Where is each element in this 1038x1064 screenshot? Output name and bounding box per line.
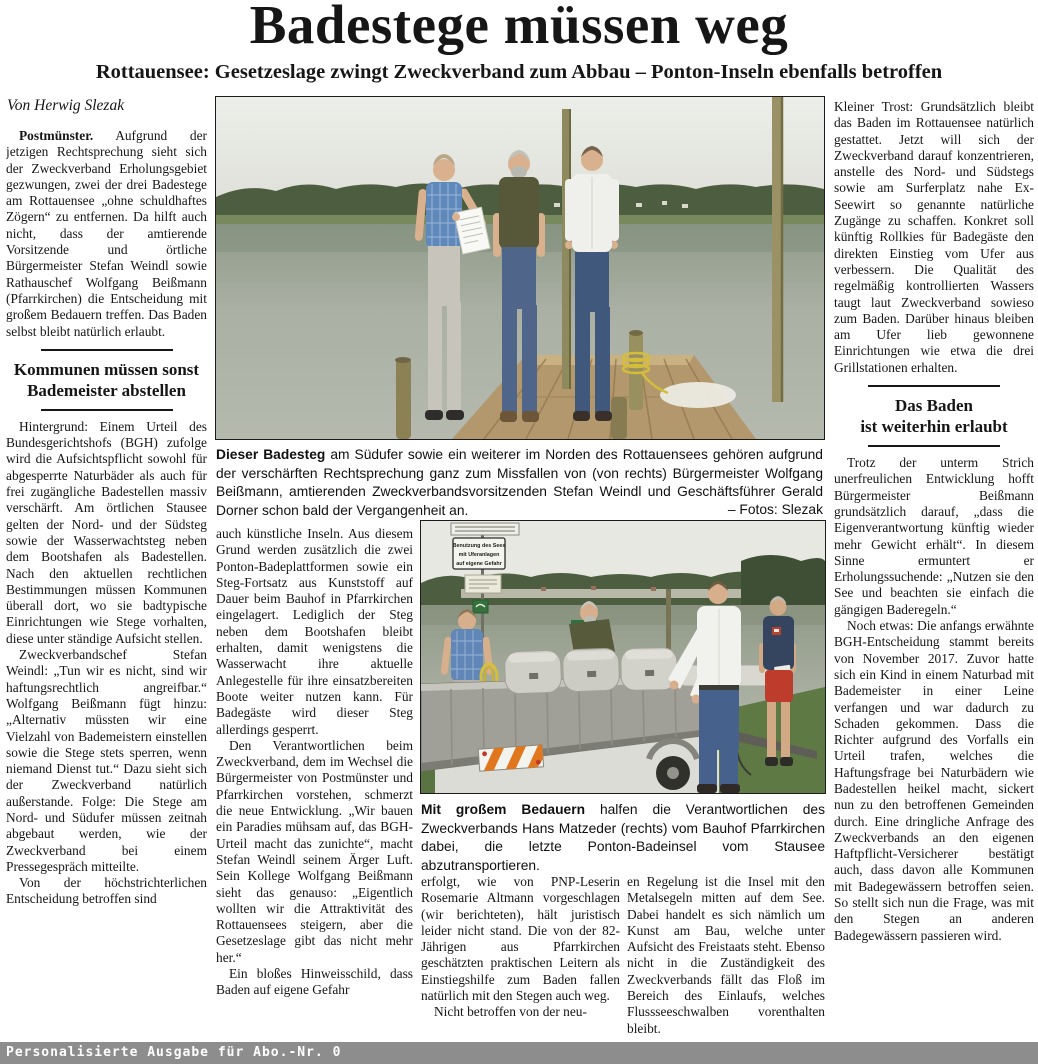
- section-rule: [868, 385, 1000, 387]
- paragraph: erfolgt, wie von PNP-Leserin Rosemarie Altmann vorgeschlagen (wir berichteten), hält juristisch leider nicht stand. Die von der 82-Jährigen aus Pfarrkirchen geschätzten praktischen Leitern als Einstiegshilfe zum Baden fallen natürlich mit den Stegen auch weg.: [421, 874, 620, 1004]
- wrapped-pontoon: [660, 382, 736, 408]
- hazard-stripes: [478, 745, 543, 771]
- column-5: [834, 99, 1034, 1039]
- column-3: [421, 874, 620, 1040]
- photo2-caption: [421, 801, 825, 875]
- photo-credit: – Fotos: Slezak: [727, 501, 823, 517]
- caption-lead: Mit großem Bedauern: [421, 802, 586, 817]
- dateline: Postmünster.: [19, 128, 94, 143]
- article-headline: Badestege müssen weg: [249, 0, 789, 55]
- caption-lead: Dieser Badesteg: [216, 447, 326, 462]
- caption-text: am Südufer sowie ein weiterer im Norden des Rottauensees gehören aufgrund der verschärften Rechtsprechung ganz zum Missfallen von (von rechts) Bürgermeister Wolfgang Beißmann, amtierenden Zweckverbandsvorsitzenden Stefan Weindl und Geschäftsführer Gerald Dorner schon bald der Vergangenheit an.: [216, 447, 823, 518]
- section-heading: [834, 395, 1034, 437]
- section-rule: [41, 349, 173, 351]
- section-heading-line: Das Baden: [895, 396, 973, 416]
- paragraph: auch künstliche Inseln. Aus diesem Grund werden zusätzlich die zwei Ponton-Badeplattformen sowie ein Steg-Fortsatz aus Kunststoff auf Dauer beim Bauhof in Pfarrkirchen eingelagert. Lediglich der Steg neben dem Bootshafen bleibt erhalten, damit wenigstens die Wasserwacht ihre aktuelle Anlegestelle für ihre einsatzbereiten Boote weiter nutzen kann. Für Badegäste wird dieser Steg allerdings gesperrt.: [216, 526, 413, 737]
- section-rule: [868, 445, 1000, 447]
- sign-line-3: auf eigene Gefahr: [456, 561, 502, 567]
- paragraph: Kleiner Trost: Grundsätzlich bleibt das Baden im Rottauensee natürlich gestattet. Jetzt will sich der Zweckverband darauf konzentrieren, anstelle des Nord- und Südstegs sowie am Surferplatz nahe Ex-Seewirt so genannte natürliche Zugänge zu schaffen. Konkret soll künftig Rollkies für Badegäste den direkten Einstieg vom Ufer aus verbessern. Die Qualität des regelmäßig kontrollierten Wassers taugt laut Zweckverband sowieso zum Baden. Darüber hinaus bleiben am Ufer lieb gewonnene Einrichtungen wie etwa die drei Grillstationen erhalten.: [834, 99, 1034, 375]
- caption-text: halfen die Verantwortlichen des Zweckverbands Hans Matzeder (rechts) vom Bauhof Pfarrkirchen dabei, die letzte Ponton-Badeinsel vom Stausee abzutransportieren.: [421, 802, 825, 873]
- paragraph: [6, 128, 207, 340]
- paragraph: Den Verantwortlichen beim Zweckverband, dem im Wechsel die Bürgermeister von Postmünster und Pfarrkirchen vorstehen, schmerzt die neue Entwicklung. „Wir bauen ein Paradies mühsam auf, das BGH-Urteil macht das zunichte“, macht Stefan Weindl seinem Ärger Luft. Sein Kollege Wolfgang Beißmann sieht das genauso: „Eigentlich wollten wir die Attraktivität des Rottauensees steigern, aber die Gesetzeslage gibt das nicht mehr her.“: [216, 737, 413, 965]
- paragraph: Trotz der unterm Strich unerfreulichen Entwicklung hofft Bürgermeister Beißmann grundsätzlich darauf, „dass die Eigenverantwortung künftig wieder mehr Gewicht erhält“. In diesem Sinne ermuntert er Erholungssuchende: „Nutzen sie den See und beachten sie einfach die gängigen Baderegeln.“: [834, 455, 1034, 617]
- green-sign: [473, 600, 488, 613]
- paragraph: Von der höchstrichterlichen Entscheidung betroffen sind: [6, 875, 207, 907]
- byline: Von Herwig Slezak: [7, 97, 125, 114]
- paragraph-text: Aufgrund der jetzigen Rechtsprechung sieht sich der Zweckverband Erholungsgebiet gezwungen, zwei der drei Badestege am Rottauensee „ohne schuldhaftes Zögern“ zu entfernen. Da hilft auch nicht, dass der amtierende Vorsitzende und örtliche Bürgermeister Stefan Weindl sowie Rathauschef Wolfgang Beißmann (Pfarrkirchen) die Entscheidung mit großem Bedauern treffen. Das Baden selbst bleibt natürlich erlaubt.: [6, 128, 207, 339]
- paragraph: Nicht betroffen von der neu-: [434, 1004, 587, 1020]
- section-heading-block: [834, 385, 1034, 447]
- paragraph: Ein bloßes Hinweisschild, dass Baden auf eigene Gefahr: [216, 966, 413, 998]
- footer-text: Personalisierte Ausgabe für Abo.-Nr. 0: [6, 1045, 342, 1060]
- photo1-caption: [216, 446, 823, 520]
- paragraph: Zweckverbandschef Stefan Weindl: „Tun wir es nicht, sind wir haftungsrechtlich angreifbar.“ Wolfgang Beißmann fügt hinzu: „Alternativ müssten wir eine Vielzahl von Bademeistern einstellen sowie die Stege stets sperren, wenn niemand Dienst tut.“ Dazu sieht sich der Zweckverband natürlich außerstande. Folge: Die Stege am Nord- und Südufer müssen zeitnah abgebaut werden, wie der Zweckverband bei einem Pressegespräch mitteilte.: [6, 647, 207, 874]
- paragraph: Noch etwas: Die anfangs erwähnte BGH-Entscheidung stammt bereits von November 2017. Zuvor hatte sich ein Kind in einem Naturbad mit Bademeister in einer Leine verfangen und war dadurch zu Schaden gekommen. Dass die Richter aufgrund des Vorfalls ein Urteil trafen, welches die Haftungsfrage bei Naturbädern wie Badestellen heikel macht, sickert nun zu den betroffenen Gemeinden durch. Eine dringliche Anfrage des Zweckverbands an den eigenen Haftpflicht-Versicherer bestätigt auch, dass davon alle Kommunen mit Badegewässern betroffen seien. So stellt sich nun die Frage, was mit den Stegen an anderen Badegewässern passieren wird.: [834, 618, 1034, 943]
- sign-line-1: Benutzung des Sees: [452, 543, 506, 549]
- section-heading-line: ist weiterhin erlaubt: [860, 417, 1008, 437]
- paragraph: Hintergrund: Einem Urteil des Bundesgerichtshofs (BGH) zufolge wird die Aufsichtspflicht sowohl für abgesperrte Naturbäder als auch für frei zugängliche Badestellen massiv verschärft. Am örtlichen Stausee gelten der Nord- und der Südsteg sowie der Wasserwachtsteg neben dem Bootshafen als Badestellen. Nach den aktuellen rechtlichen Bestimmungen müssen Kommunen überall dort, wo sie badtypische Einrichtungen wie Stege vorhalten, diese unter ständige Aufsicht stellen.: [6, 418, 207, 646]
- water-pole: [666, 589, 671, 651]
- column-4: [627, 874, 825, 1040]
- column-2: [216, 526, 413, 1038]
- sign-line-2: mit Uferanlagen: [458, 552, 500, 558]
- subscription-footer-bar: [0, 1042, 1038, 1064]
- article-subheadline: Rottauensee: Gesetzeslage zwingt Zweckverband zum Abbau – Ponton-Inseln ebenfalls betroffen: [95, 61, 943, 83]
- section-heading-block: [6, 349, 207, 411]
- photo-badesteg: [215, 96, 825, 440]
- photo-ponton-abtransport: [420, 520, 826, 794]
- section-rule: [41, 409, 173, 411]
- column-1: [6, 128, 207, 1038]
- section-heading: Kommunen müssen sonst Bademeister abstellen: [13, 359, 200, 400]
- paragraph: en Regelung ist die Insel mit den Metalsegeln mitten auf dem See. Dabei handelt es sich nämlich um Kunst am Bau, welche unter Aufsicht des Freistaats steht. Ebenso nicht in die Zuständigkeit des Zweckverbands fällt das Floß im Bereich des Einlaufs, welches Flussseeschwalben vorenthalten bleibt.: [627, 874, 825, 1036]
